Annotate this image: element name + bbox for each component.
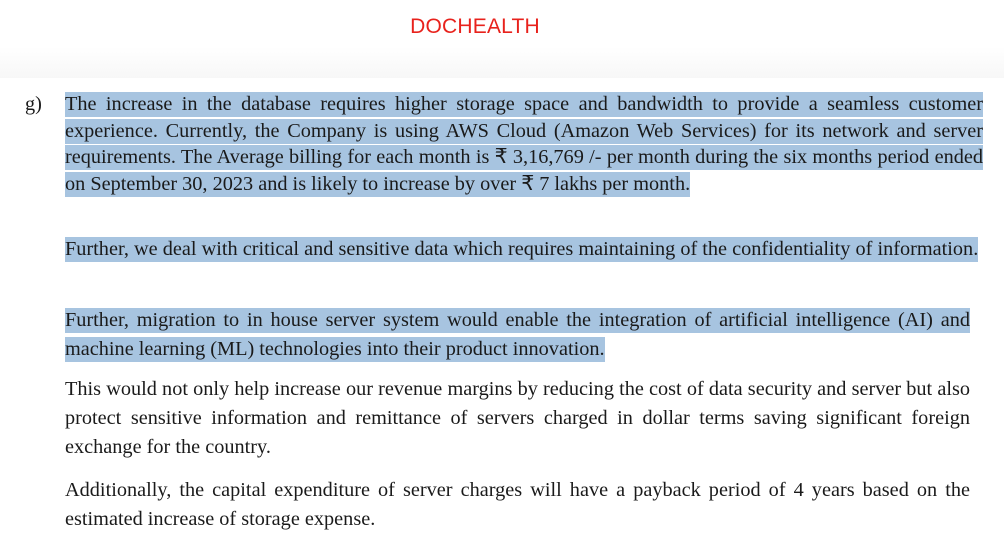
paragraph-confidentiality: [65, 235, 983, 264]
highlighted-text: Further, we deal with critical and sensitive data which requires maintaining of the confidentiality of information.: [65, 238, 979, 260]
paragraph-payback-period: [65, 476, 970, 534]
paragraph-revenue-margins: [65, 375, 970, 462]
highlighted-text: The increase in the database requires higher storage space and bandwidth to provide a seamless customer experience. Currently, the Company is using AWS Cloud (Amazon Web Services) for its network and server requirements. The Average billing for each month is ₹ 3,16,769 /- per month during the six months period ended on September 30, 2023 and is likely to increase by over ₹ 7 lakhs per month.: [65, 93, 983, 195]
header-title: DOCHEALTH: [410, 15, 540, 38]
highlighted-text: Further, migration to in house server system would enable the integration of artificial intelligence (AI) and machine learning (ML) technologies into their product innovation.: [65, 309, 970, 360]
paragraph-text: Additionally, the capital expenditure of server charges will have a payback period of 4 years based on the estimated increase of storage expense.: [65, 479, 970, 530]
list-item-marker: g): [25, 93, 42, 115]
page-header: [0, 0, 1004, 78]
paragraph-storage-billing: [65, 91, 983, 197]
paragraph-text: This would not only help increase our revenue margins by reducing the cost of data security and server but also protect sensitive information and remittance of servers charged in dollar terms saving significant foreign exchange for the country.: [65, 378, 970, 458]
paragraph-ai-ml: [65, 306, 970, 364]
